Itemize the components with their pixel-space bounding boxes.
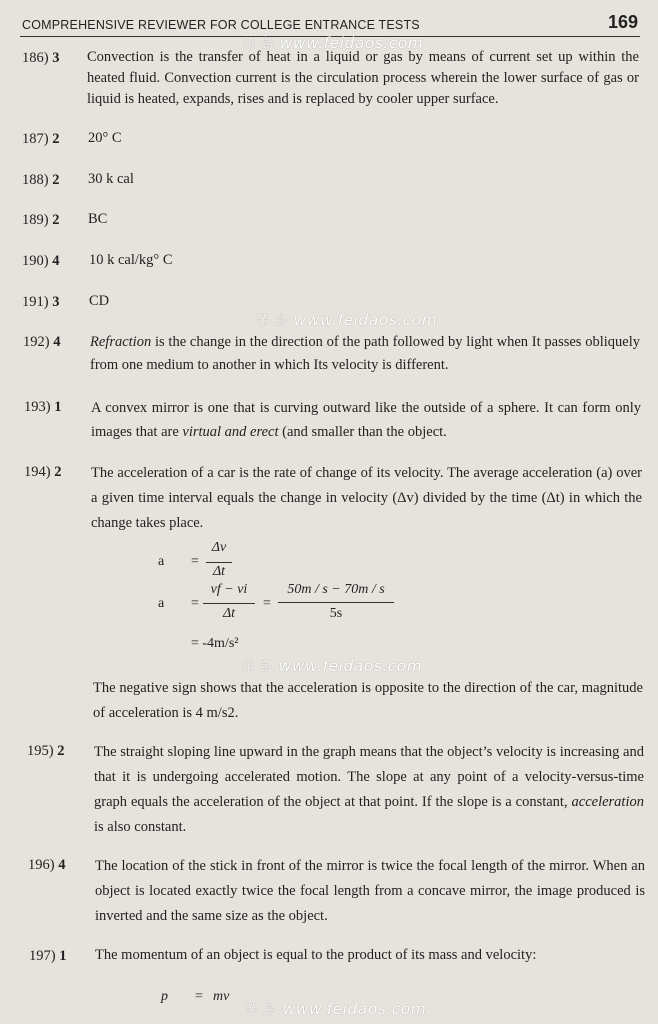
formula-lhs: p: [161, 989, 168, 1004]
item-number: 192) 4: [23, 334, 61, 350]
item-number: 194) 2: [24, 464, 62, 480]
item-number: 191) 3: [22, 294, 60, 310]
answer-text: Convection is the transfer of heat in a liquid or gas by means of current set up within the heated fluid. Convection current is the circulation process wherein the lower surface of gas or liquid is heated, expands, rises and is replaced by cooler upper surface.: [87, 49, 639, 107]
item-number: 197) 1: [29, 948, 67, 964]
watermark: 菲 島 www.feidaos.com: [245, 1000, 427, 1018]
item-number: 195) 2: [27, 743, 65, 759]
answer-text: A convex mirror is one that is curving outward like the outside of a sphere. It can form only images that are virtual and erect (and smaller than the object.: [91, 400, 641, 440]
watermark: 菲 島 www.feidaos.com: [241, 657, 423, 675]
formula-equals: =: [191, 596, 199, 611]
answer-text: The location of the stick in front of the mirror is twice the focal length of the mirror. When an object is located exactly twice the focal length from a concave mirror, the image produced is inverted and the same size as the object.: [95, 858, 645, 924]
item-number: 193) 1: [24, 399, 62, 415]
formula-lhs: a: [158, 596, 165, 611]
book-title: COMPREHENSIVE REVIEWER FOR COLLEGE ENTRANCE TESTS: [22, 18, 420, 32]
item-number: 190) 4: [22, 253, 60, 269]
answer-text: 30 k cal: [88, 171, 134, 187]
answer-text: CD: [89, 293, 110, 309]
answer-text: The acceleration of a car is the rate of change of its velocity. The average acceleration (a) over a given time interval equals the change in velocity (Δv) divided by the time (Δt) in which the change takes place.: [91, 465, 642, 531]
item-number: 188) 2: [22, 172, 60, 188]
key-term: virtual and erect: [182, 424, 279, 440]
page-number: 169: [607, 12, 638, 32]
fraction-numerator: vf − vi: [210, 582, 248, 597]
item-number: 186) 3: [22, 50, 60, 66]
formula-equals: =: [263, 596, 271, 611]
answer-text: The straight sloping line upward in the graph means that the object’s velocity is increasing and that it is undergoing accelerated motion. The slope at any point of a velocity-versus-time graph equals the acceleration of the object at that point. If the slope is a constant, acceleration is also constant.: [94, 744, 644, 835]
fraction-bar: [203, 603, 255, 604]
key-term: Refraction: [90, 334, 152, 350]
fraction-bar: [206, 562, 232, 563]
fraction-denominator: Δt: [212, 564, 226, 579]
answer-text: The momentum of an object is equal to the product of its mass and velocity:: [95, 947, 537, 963]
fraction-numerator: 50m / s − 70m / s: [287, 582, 385, 597]
formula-equals: =: [191, 554, 199, 569]
answer-text: 20° C: [88, 130, 122, 146]
item-number: 187) 2: [22, 131, 60, 147]
fraction-bar: [278, 602, 394, 603]
fraction-numerator: Δv: [211, 540, 227, 555]
item-number: 196) 4: [28, 857, 66, 873]
answer-conclusion: The negative sign shows that the acceleration is opposite to the direction of the car, magnitude of acceleration is 4 m/s2.: [93, 680, 643, 721]
fraction-denominator: 5s: [329, 606, 343, 621]
watermark: 菲 島 www.feidaos.com: [242, 34, 424, 52]
answer-text: Refraction is the change in the direction of the path followed by light when It passes obliquely from one medium to another in which Its velocity is different.: [90, 334, 640, 373]
item-number: 189) 2: [22, 212, 60, 228]
answer-text: 10 k cal/kg° C: [89, 252, 173, 268]
key-term: acceleration: [571, 794, 644, 810]
formula-lhs: a: [158, 554, 165, 569]
fraction-denominator: Δt: [222, 606, 236, 621]
watermark: 菲 島 www.feidaos.com: [256, 311, 438, 329]
formula-result: = -4m/s²: [191, 636, 239, 651]
formula-rhs: mv: [213, 989, 230, 1004]
formula-equals: =: [195, 989, 203, 1004]
answer-text: BC: [88, 211, 108, 227]
